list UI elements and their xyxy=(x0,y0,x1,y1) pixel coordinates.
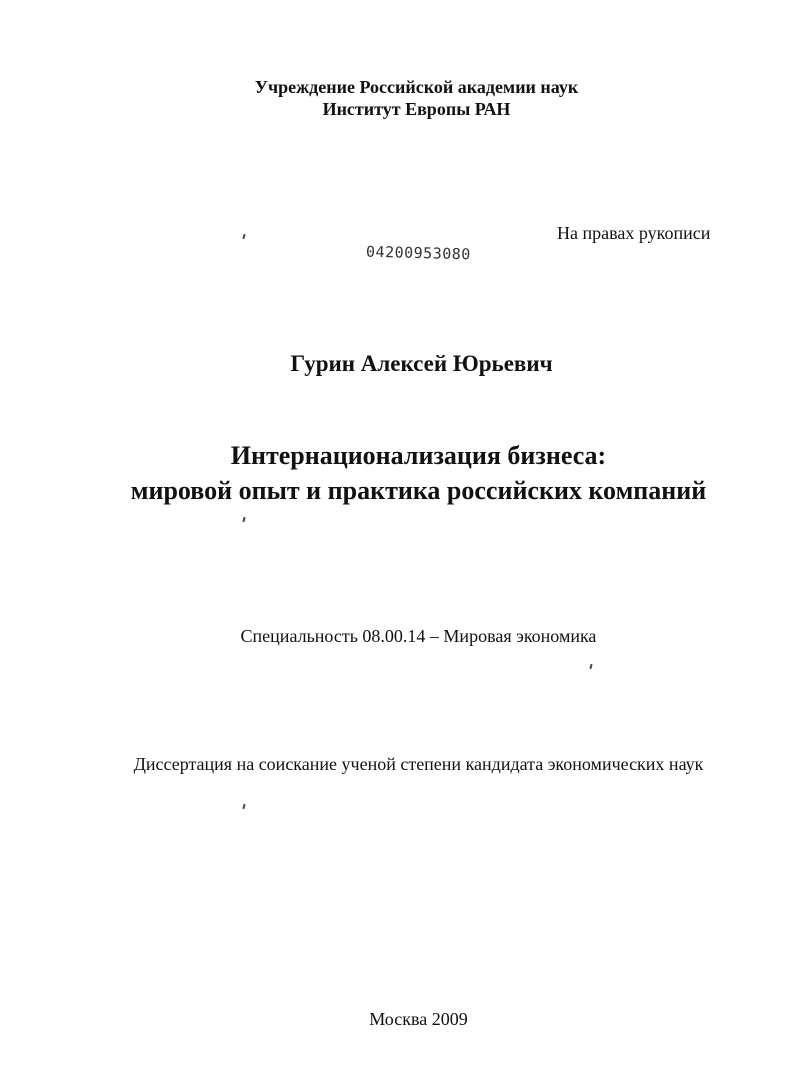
institution-name: Учреждение Российской академии наук xyxy=(254,77,579,97)
institution-header xyxy=(0,76,793,120)
scan-speck xyxy=(242,234,245,239)
scan-speck xyxy=(589,664,592,669)
institute-name: Институт Европы РАН xyxy=(322,99,511,119)
scan-speck xyxy=(242,517,245,522)
degree-statement: Диссертация на соискание ученой степени кандидата экономических наук xyxy=(133,754,704,774)
manuscript-note: На правах рукописи xyxy=(557,223,711,243)
title-line-2: мировой опыт и практика российских компаний xyxy=(130,476,707,505)
city-year: Москва 2009 xyxy=(369,1009,468,1029)
scan-speck xyxy=(242,804,245,809)
specialty-line: Специальность 08.00.14 – Мировая экономика xyxy=(240,626,597,646)
dissertation-title xyxy=(22,438,793,508)
inventory-number-stamp: 04200953080 xyxy=(365,242,472,264)
title-line-1: Интернационализация бизнеса: xyxy=(230,441,607,470)
author-name: Гурин Алексей Юрьевич xyxy=(290,351,553,376)
